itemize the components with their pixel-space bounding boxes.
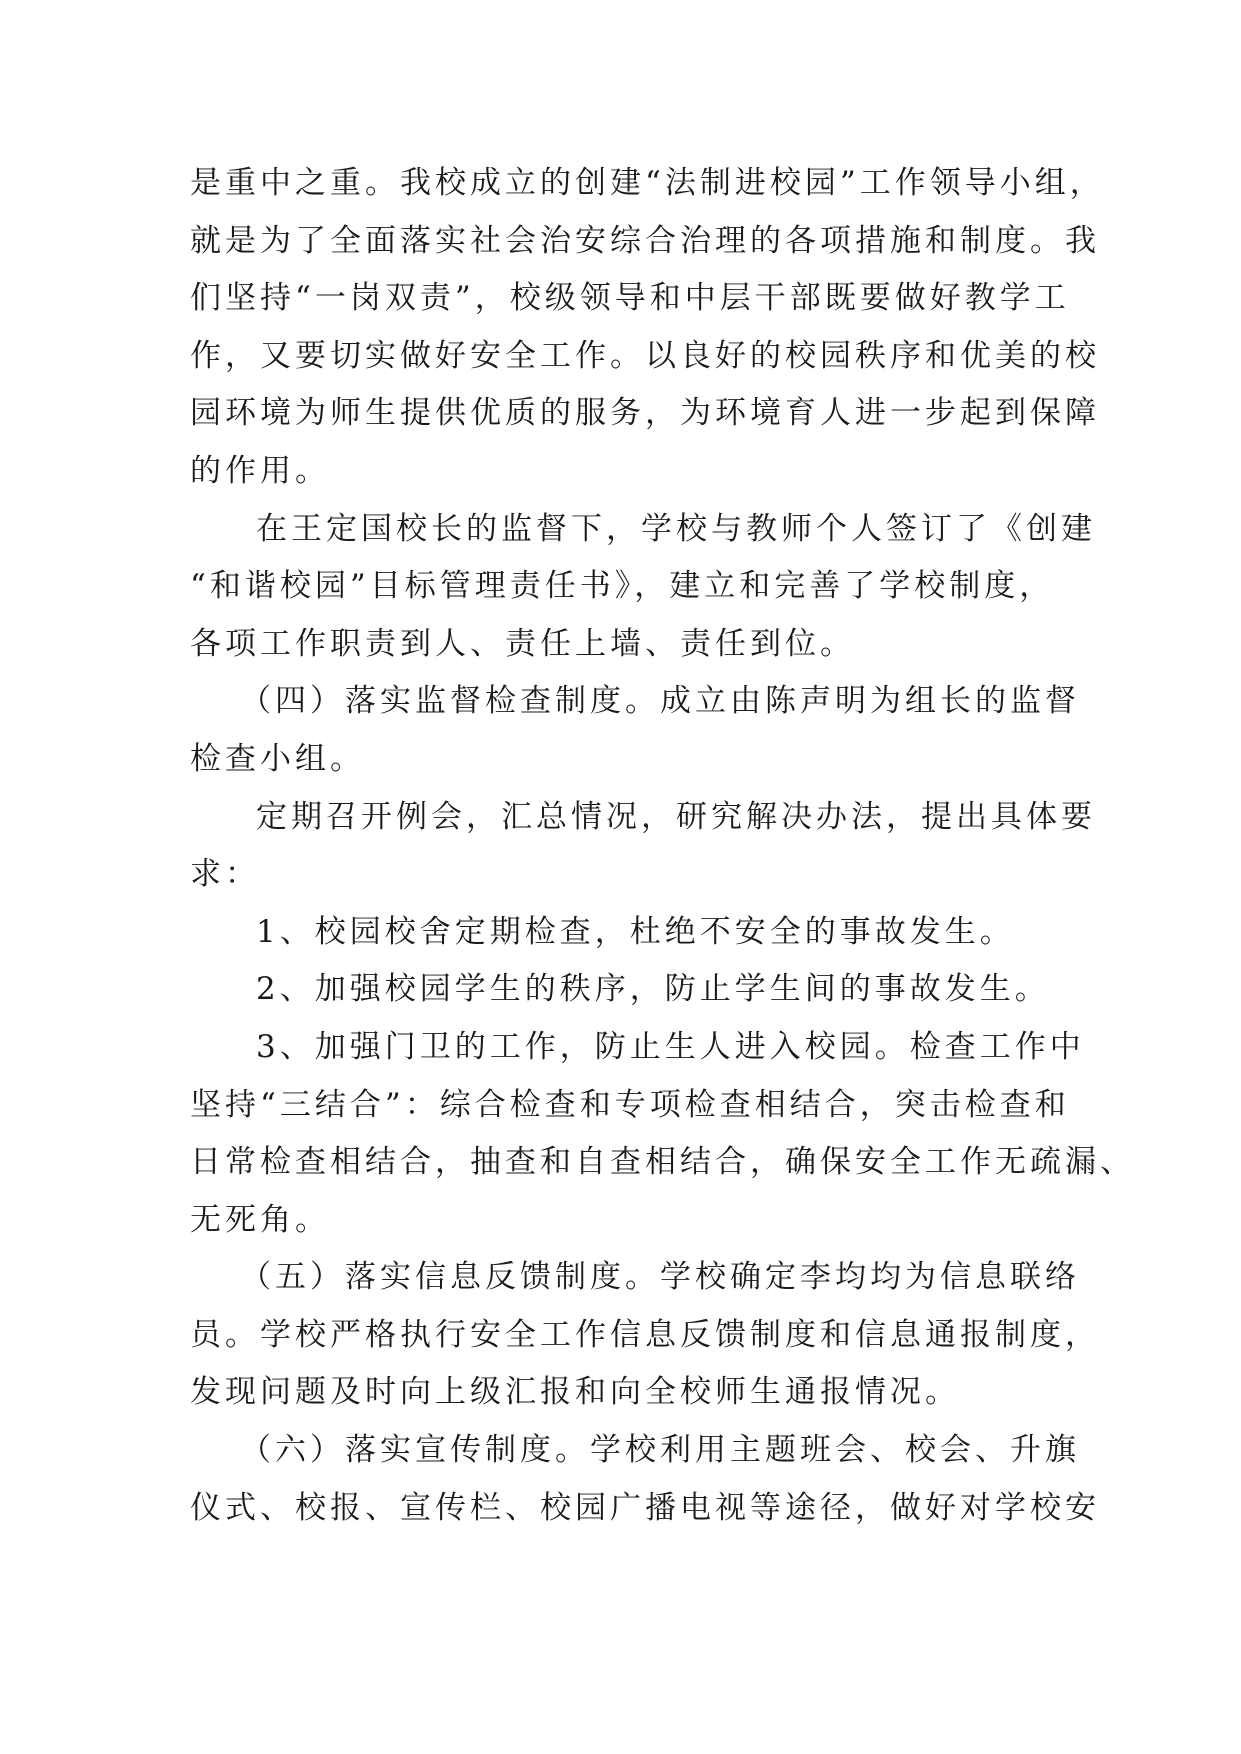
text-line: 发现问题及时向上级汇报和向全校师生通报情况。 [190, 1374, 960, 1411]
section-heading-line: （四）落实监督检查制度。成立由陈声明为组长的监督 [240, 683, 1080, 720]
text-line: 仪式、校报、宣传栏、校园广播电视等途径，做好对学校安 [190, 1489, 1100, 1526]
section-heading-line: （五）落实信息反馈制度。学校确定李均均为信息联络 [240, 1259, 1080, 1296]
text-line: 检查小组。 [190, 740, 365, 777]
text-line: 园环境为师生提供优质的服务，为环境育人进一步起到保障 [190, 395, 1100, 432]
text-line: 作，又要切实做好安全工作。以良好的校园秩序和优美的校 [190, 337, 1100, 374]
paragraph-start-line: 定期召开例会，汇总情况，研究解决办法，提出具体要 [256, 798, 1096, 835]
text-line: 求： [190, 856, 260, 893]
text-line: 们坚持“一岗双责”，校级领导和中层干部既要做好教学工 [190, 280, 1070, 317]
list-item-line: 1、校园校舍定期检查，杜绝不安全的事故发生。 [256, 913, 1015, 950]
text-line: 就是为了全面落实社会治安综合治理的各项措施和制度。我 [190, 222, 1100, 259]
text-line: 各项工作职责到人、责任上墙、责任到位。 [190, 625, 855, 662]
text-line: 无死角。 [190, 1201, 330, 1238]
list-item-line: 3、加强门卫的工作，防止生人进入校园。检查工作中 [256, 1028, 1085, 1065]
text-line: 坚持“三结合”：综合检查和专项检查相结合，突击检查和 [190, 1086, 1070, 1123]
list-item-line: 2、加强校园学生的秩序，防止学生间的事故发生。 [256, 971, 1050, 1008]
text-line: 是重中之重。我校成立的创建“法制进校园”工作领导小组， [190, 165, 1105, 201]
paragraph-start-line: 在王定国校长的监督下，学校与教师个人签订了《创建 [256, 510, 1096, 547]
text-line: 的作用。 [190, 452, 330, 489]
document-body [190, 155, 1135, 1537]
text-line: 员。学校严格执行安全工作信息反馈制度和信息通报制度， [190, 1316, 1100, 1353]
text-line: “和谐校园”目标管理责任书》，建立和完善了学校制度， [190, 568, 1055, 605]
section-heading-line: （六）落实宣传制度。学校利用主题班会、校会、升旗 [240, 1432, 1080, 1469]
text-line: 日常检查相结合，抽查和自查相结合，确保安全工作无疏漏、 [190, 1144, 1135, 1181]
